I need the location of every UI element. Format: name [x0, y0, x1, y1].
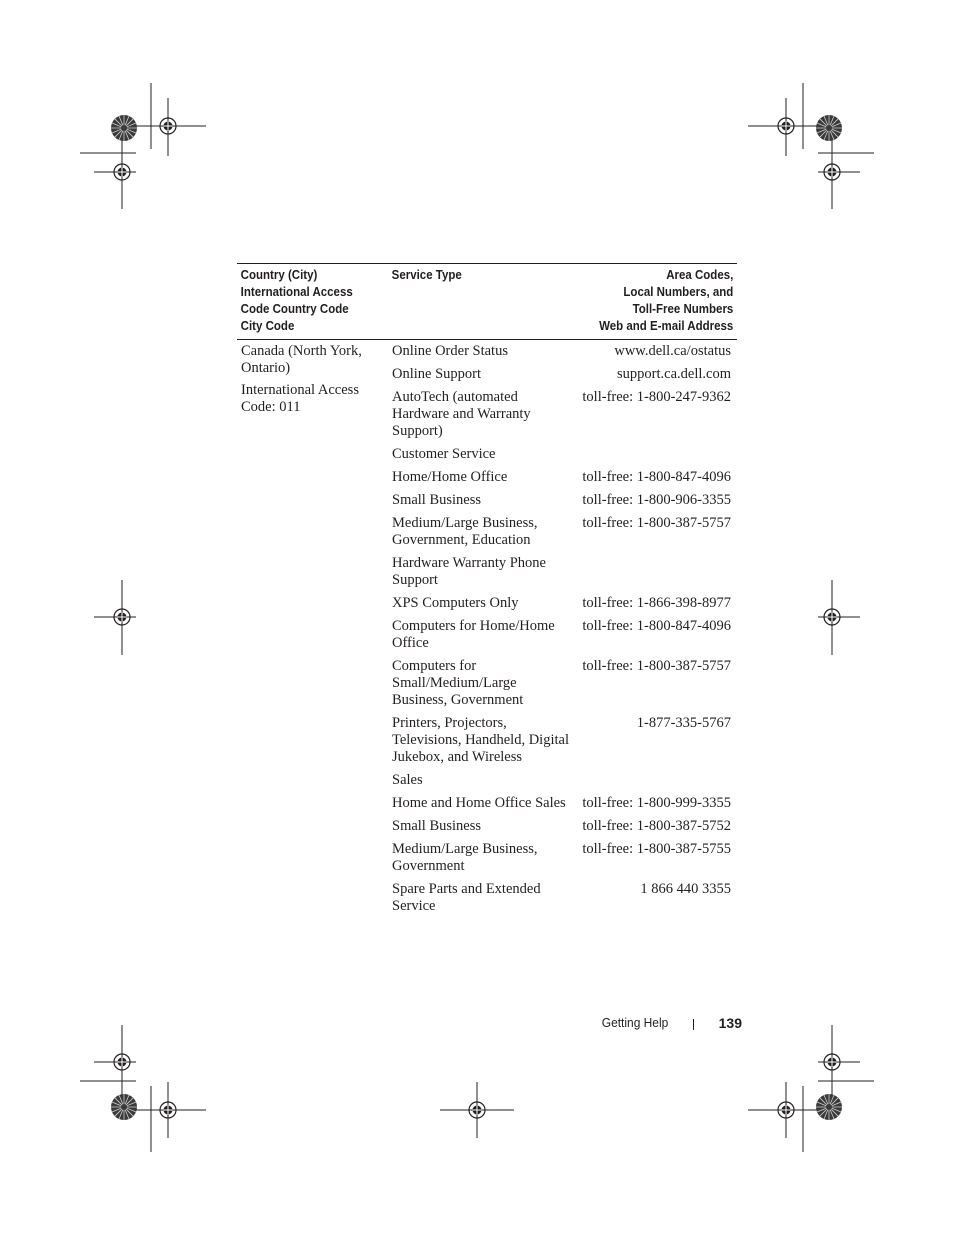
starburst-target-icon	[816, 115, 842, 141]
table-header	[237, 264, 737, 340]
starburst-target-icon	[816, 1094, 842, 1120]
service-type-cell: Small Business	[392, 492, 482, 508]
starburst-target-icon	[111, 115, 137, 141]
service-type-cell: Hardware Warranty Phone Support	[392, 555, 546, 588]
number-cell: toll-free: 1-800-387-5757	[582, 515, 731, 531]
footer-section-title: Getting Help	[601, 1015, 668, 1030]
number-cell: toll-free: 1-866-398-8977	[582, 595, 731, 611]
starburst-target-icon	[111, 1094, 137, 1120]
service-type-cell: Home and Home Office Sales	[392, 795, 566, 811]
crop-mark-bottom-left	[80, 1025, 206, 1152]
country-name: Canada (North York, Ontario)	[241, 343, 362, 376]
contact-table	[237, 263, 737, 918]
number-cell: toll-free: 1-800-247-9362	[582, 389, 731, 405]
header-service-type: Service Type	[388, 264, 563, 340]
access-code-info	[241, 382, 384, 416]
number-cell: toll-free: 1-800-387-5757	[582, 658, 731, 674]
service-type-cell: AutoTech (automated Hardware and Warranty Support)	[392, 389, 531, 439]
table-body	[237, 340, 737, 919]
service-type-cell: XPS Computers Only	[392, 595, 519, 611]
service-type-cell: Medium/Large Business, Government, Education	[392, 515, 538, 548]
service-type-cell: Computers for Home/Home Office	[392, 618, 555, 651]
number-cell	[578, 552, 737, 592]
service-type-cell: Medium/Large Business, Government	[392, 841, 538, 874]
service-type-cell: Customer Service	[392, 446, 496, 462]
number-cell: toll-free: 1-800-847-4096	[582, 618, 731, 634]
number-cell: toll-free: 1-800-847-4096	[582, 469, 731, 485]
page-number: 139	[718, 1015, 742, 1031]
header-country: Country (City) International Access Code Country Code City Code	[237, 264, 376, 340]
number-cell: 1 866 440 3355	[640, 881, 731, 897]
number-cell: 1-877-335-5767	[636, 715, 731, 731]
crop-mark-bottom-right	[748, 1025, 874, 1152]
number-cell: toll-free: 1-800-999-3355	[582, 795, 731, 811]
page-footer	[560, 1015, 742, 1035]
crop-mark-top-right	[748, 83, 874, 209]
number-cell: toll-free: 1-800-387-5755	[582, 841, 731, 857]
service-type-cell: Online Support	[392, 366, 482, 382]
number-cell	[578, 769, 737, 792]
number-cell: toll-free: 1-800-906-3355	[582, 492, 731, 508]
number-cell: www.dell.ca/ostatus	[614, 343, 731, 359]
number-cell	[578, 443, 737, 466]
access-code-value: 011	[279, 399, 301, 415]
footer-divider	[693, 1019, 694, 1030]
number-cell: toll-free: 1-800-387-5752	[582, 818, 731, 834]
access-code-label: International Access Code:	[241, 382, 359, 415]
crop-mark-top-left	[80, 83, 206, 209]
service-type-cell: Computers for Small/Medium/Large Business, Government	[392, 658, 524, 708]
service-type-cell: Home/Home Office	[392, 469, 508, 485]
service-type-cell: Spare Parts and Extended Service	[392, 881, 541, 914]
service-type-cell: Small Business	[392, 818, 482, 834]
number-cell: support.ca.dell.com	[617, 366, 731, 382]
country-cell	[237, 340, 388, 919]
service-type-cell: Online Order Status	[392, 343, 508, 359]
service-type-cell: Printers, Projectors, Televisions, Handheld, Digital Jukebox, and Wireless	[392, 715, 569, 765]
service-type-cell: Sales	[392, 772, 423, 788]
header-numbers: Area Codes, Local Numbers, and Toll-Free Numbers Web and E-mail Address	[591, 264, 737, 340]
table-row	[237, 340, 737, 364]
